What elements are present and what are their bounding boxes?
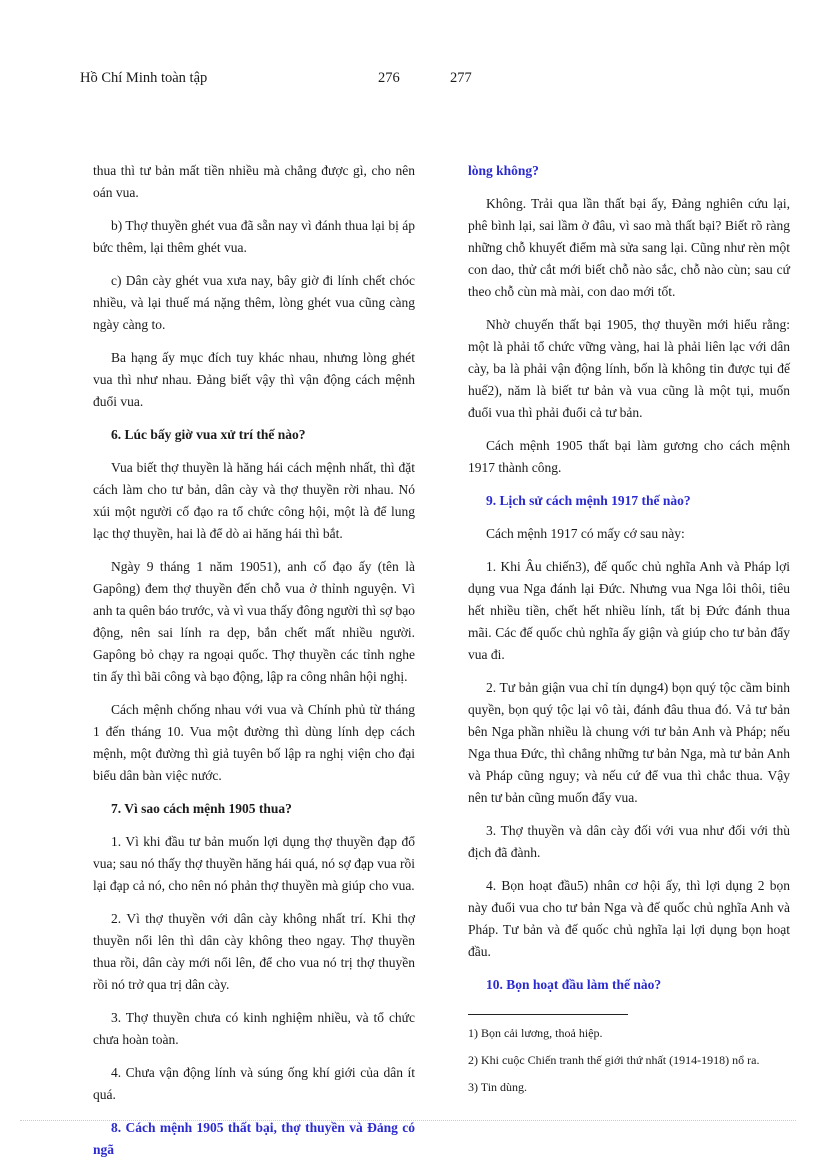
paragraph: Nhờ chuyến thất bại 1905, thợ thuyền mới hiểu rằng: một là phải tổ chức vững vàng, hai là phải liên lạc với dân cày, ba là phải vận động lính, bốn là không tin được tụi đế huế2), năm là biết tư bản và vua cũng là một tụi, muốn đuổi vua thì phải đuổi cả tư bản. [468, 317, 790, 420]
footnotes [468, 1025, 790, 1095]
paragraph: Cách mệnh 1917 có mấy cớ sau này: [486, 526, 685, 541]
paragraph: thua thì tư bản mất tiền nhiều mà chẳng được gì, cho nên oán vua. [93, 163, 415, 200]
paragraph: Không. Trải qua lần thất bại ấy, Đảng nghiên cứu lại, phê bình lại, sai lầm ở đâu, vì sao mà thất bại? Biết rõ ràng những chỗ khuyết điểm mà sửa sang lại. Cũng như rèn một con dao, thử cắt mới biết chỗ nào sắc, chỗ nào cùn; sau cứ theo chỗ cùn mà mài, con dao mới tốt. [468, 196, 790, 299]
paragraph: Cách mệnh chống nhau với vua và Chính phủ từ tháng 1 đến tháng 10. Vua một đường thì dùng lính dẹp cách mệnh, một đường thì giả tuyên bố lập ra nghị viện cho đại biểu dân bàn việc nước. [93, 702, 415, 783]
section-heading: 7. Vì sao cách mệnh 1905 thua? [111, 801, 292, 816]
paragraph: c) Dân cày ghét vua xưa nay, bây giờ đi lính chết chóc nhiều, và lại thuế má nặng thêm, lòng ghét vua cũng càng ngày càng to. [93, 273, 415, 332]
footnote-divider [468, 1014, 628, 1015]
page-bottom-border [20, 1120, 796, 1121]
paragraph: 2. Tư bản giận vua chỉ tín dụng4) bọn quý tộc cầm binh quyền, bọn quý tộc lại vô tài, đánh đâu thua đó. Vả tư bản bên Nga phần nhiều là chung với tư bản Anh và Pháp; nếu Nga thua Đức, thì chẳng những tư bản Nga, mà tư bản Anh và Pháp cũng nguy; và nếu cứ để vua thì chắc thua. Vậy nên tư bản cũng muốn đẩy vua. [468, 680, 790, 805]
footnote: 3) Tin dùng. [468, 1080, 528, 1094]
page-number-right: 277 [450, 70, 472, 86]
paragraph: 1. Khi Âu chiến3), đế quốc chủ nghĩa Anh và Pháp lợi dụng vua Nga đánh lại Đức. Nhưng vua Nga lôi thôi, tiêu hết nhiều tiền, chết hết nhiều lính, tất bị Đức đánh thua mãi. Các đế quốc chủ nghĩa ấy giận và giúp cho tư bản đẩy vua đi. [468, 559, 790, 662]
paragraph: Cách mệnh 1905 thất bại làm gương cho cách mệnh 1917 thành công. [468, 438, 790, 475]
page-number-left: 276 [378, 70, 400, 86]
section-heading: 9. Lịch sử cách mệnh 1917 thế nào? [486, 493, 691, 508]
paragraph: 3. Thợ thuyền và dân cày đối với vua như đối với thù địch đã đành. [468, 823, 790, 860]
book-title: Hồ Chí Minh toàn tập [80, 70, 208, 86]
paragraph: 4. Bọn hoạt đầu5) nhân cơ hội ấy, thì lợi dụng 2 bọn này đuổi vua cho tư bản Nga và đế quốc chủ nghĩa Anh và Pháp. Tư bản và đế quốc chủ nghĩa lại lợi dụng bọn hoạt đầu. [468, 878, 790, 959]
paragraph: Ba hạng ấy mục đích tuy khác nhau, nhưng lòng ghét vua thì như nhau. Đảng biết vậy thì vận động cách mệnh đuổi vua. [93, 350, 415, 409]
paragraph: 4. Chưa vận động lính và súng ống khí giới của dân ít quá. [93, 1065, 415, 1102]
paragraph: Vua biết thợ thuyền là hăng hái cách mệnh nhất, thì đặt cách làm cho tư bản, dân cày và thợ thuyền rời nhau. Nó xúi một người cố đạo ra tổ chức công hội, một là để lung lạc thợ thuyền, hai là để dò ai hăng hái thì bắt. [93, 460, 415, 541]
paragraph: 3. Thợ thuyền chưa có kinh nghiệm nhiều, và tổ chức chưa hoàn toàn. [93, 1010, 415, 1047]
section-heading: 8. Cách mệnh 1905 thất bại, thợ thuyền và Đảng có ngã [93, 1120, 415, 1157]
section-heading: lòng không? [468, 163, 539, 178]
right-column [468, 160, 790, 1106]
left-column [93, 160, 415, 1172]
paragraph: 2. Vì thợ thuyền với dân cày không nhất trí. Khi thợ thuyền nổi lên thì dân cày không theo ngay. Thợ thuyền thua rồi, dân cày mới nổi lên, để cho vua nó trị thợ thuyền rồi nó trở qua trị dân cày. [93, 911, 415, 992]
section-heading: 10. Bọn hoạt đầu làm thế nào? [486, 977, 662, 992]
footnote: 2) Khi cuộc Chiến tranh thế giới thứ nhất (1914-1918) nổ ra. [468, 1053, 760, 1067]
paragraph: 1. Vì khi đầu tư bản muốn lợi dụng thợ thuyền đạp đổ vua; sau nó thấy thợ thuyền hăng hái quá, nó sợ đạp vua rồi lại đạp cả nó, cho nên nó phản thợ thuyền mà giúp cho vua. [93, 834, 415, 893]
section-heading: 6. Lúc bấy giờ vua xử trí thế nào? [111, 427, 306, 442]
footnote: 1) Bọn cải lương, thoả hiệp. [468, 1026, 603, 1040]
paragraph: Ngày 9 tháng 1 năm 19051), anh cố đạo ấy (tên là Gapông) đem thợ thuyền đến chỗ vua ở thỉnh nguyện. Vì anh ta quên báo trước, và vì vua thấy đông người thì sợ bạo động, nên sai lính ra dẹp, bắn chết mất nhiều người. Gapông bỏ chạy ra ngoại quốc. Thợ thuyền các tỉnh nghe tin ấy thì bãi công và bạo động, lập ra công nhân hội nghị. [93, 559, 415, 684]
paragraph: b) Thợ thuyền ghét vua đã sẵn nay vì đánh thua lại bị áp bức thêm, lại thêm ghét vua. [93, 218, 415, 255]
